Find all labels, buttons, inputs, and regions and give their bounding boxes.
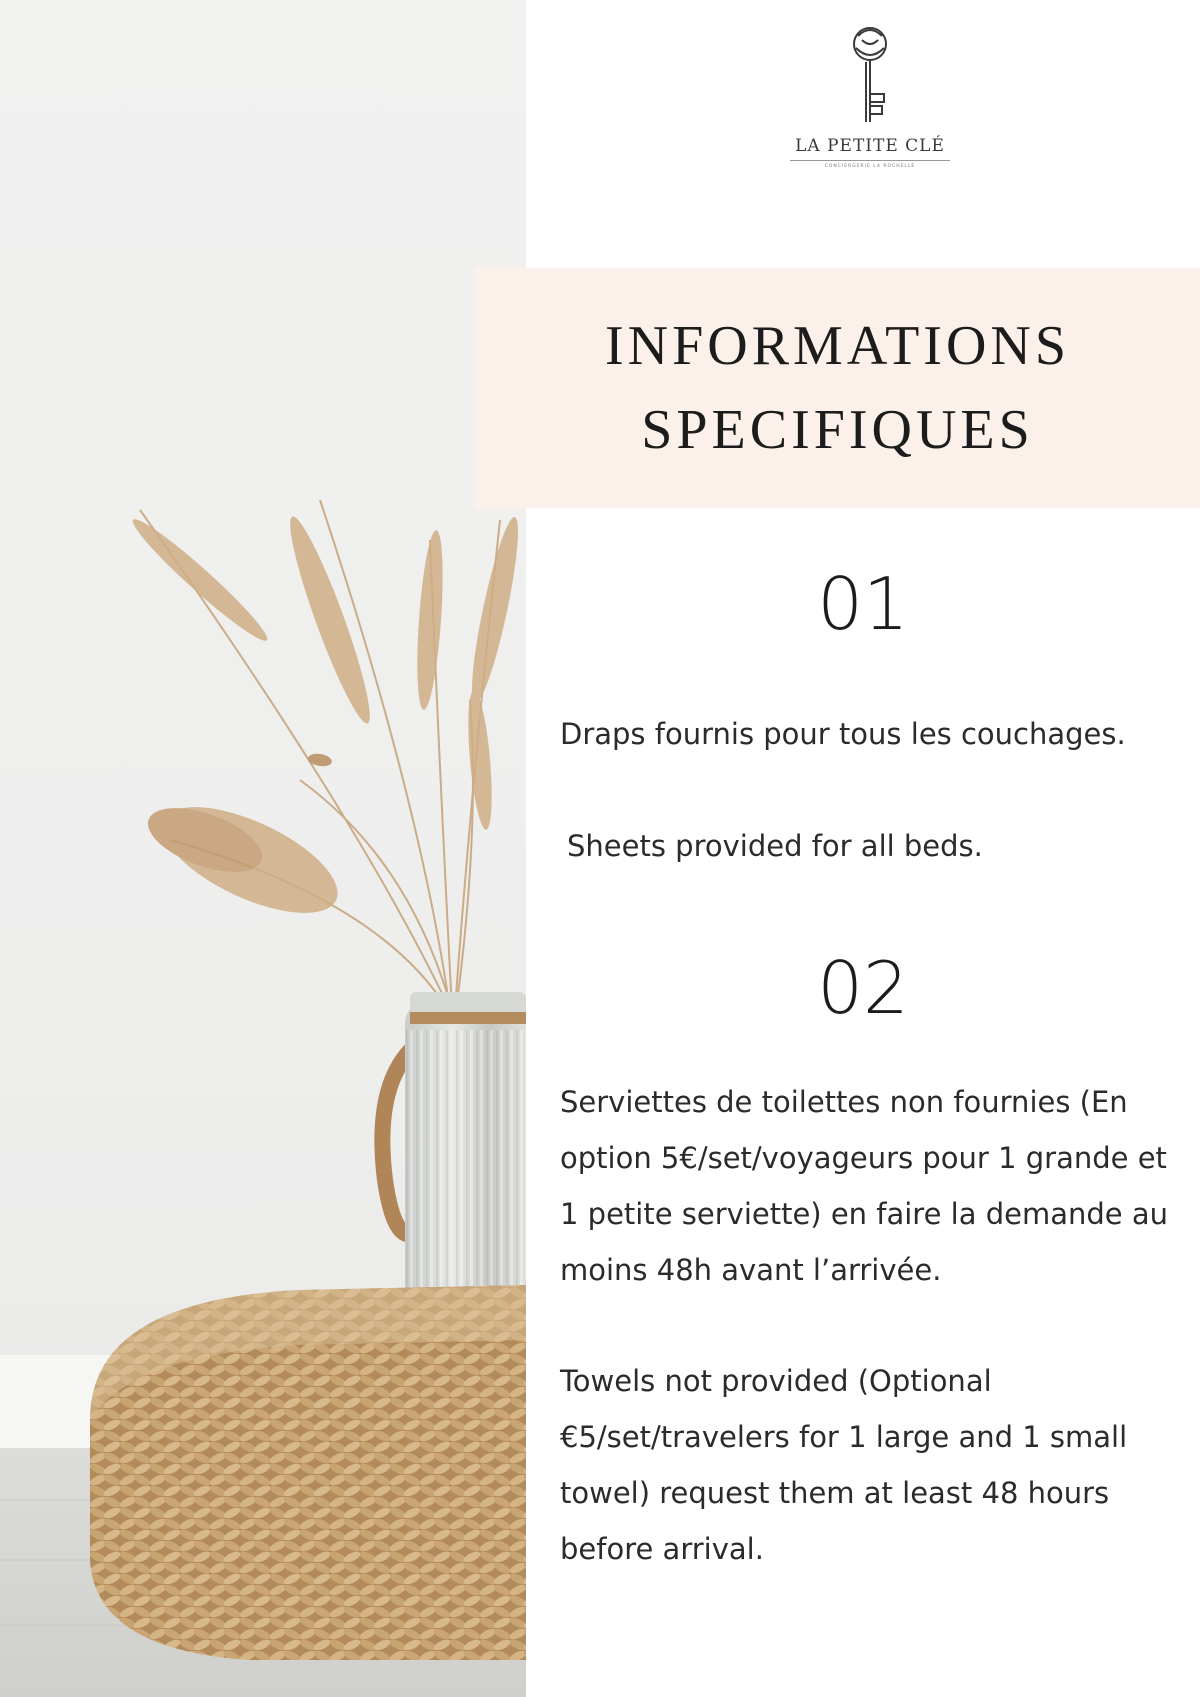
key-icon: [840, 22, 900, 132]
decor-photo: [0, 0, 526, 1697]
pampas-vase-illustration: [0, 0, 526, 1697]
page-title-line2: SPECIFIQUES: [641, 399, 1034, 461]
brand-tagline: CONCIERGERIE LA ROCHELLE: [824, 164, 916, 169]
section-01-french-text: Draps fournis pour tous les couchages.: [560, 717, 1126, 751]
section-number-02: 02: [817, 946, 909, 1030]
brand-logo: [780, 22, 960, 182]
section-02-french-text: Serviettes de toilettes non fournies (En option 5€/set/voyageurs pour 1 grande et 1 petite serviette) en faire la demande au moins 48h avant l’arrivée.: [560, 1085, 1168, 1287]
logo-divider: [790, 160, 950, 161]
page-title-line1: INFORMATIONS: [605, 315, 1070, 377]
title-banner: [475, 268, 1200, 508]
section-01-english-text: Sheets provided for all beds.: [567, 829, 983, 863]
section-02-english-text: Towels not provided (Optional €5/set/travelers for 1 large and 1 small towel) request them at least 48 hours before arrival.: [560, 1364, 1128, 1566]
brand-name: LA PETITE CLÉ: [795, 136, 945, 156]
section-number-01: 01: [817, 562, 909, 646]
